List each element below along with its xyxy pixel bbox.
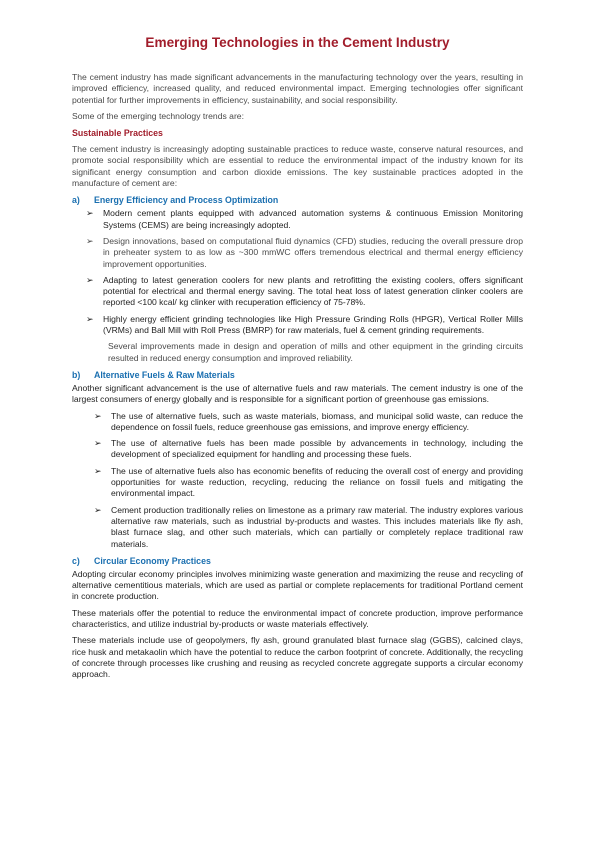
section-c-paragraph-1: Adopting circular economy principles involves minimizing waste generation and maximizing the reuse and recycling of alternative cementitious materials, which are used as partial or complete replacements for traditional Portland cement in concrete production. [72,568,523,602]
intro-paragraph: The cement industry has made significant advancements in the manufacturing technology over the years, resulting in improved efficiency, increased quality, and reduced environmental impact. Emerging technologies offer significant potential for further improvements in efficiency, sustainability, and social responsibility. [72,72,523,105]
list-item-text: Cement production traditionally relies on limestone as a primary raw material. The industry explores various alternative raw materials, such as industrial by-products and wastes. This includes materials like fly ash, blast furnace slag, and other such materials, which can partially or completely replace traditional raw materials. [111,504,523,549]
section-c-paragraph-3: These materials include use of geopolymers, fly ash, ground granulated blast furnace slag (GGBS), calcined clays, rice husk and metakaolin which have the potential to reduce the carbon footprint of concrete. Additionally, the recycling of concrete through processes like crushing and reusing as recycled concrete aggregate supports a circular economy approach. [72,635,523,680]
list-item [86,236,523,270]
section-b-intro-paragraph: Another significant advancement is the use of alternative fuels and raw materials. The cement industry is one of the largest consumers of energy globally and is responsible for a significant portion of greenhouse gas emissions. [72,382,523,405]
section-b-bullet-list [72,411,523,550]
sustainable-practices-paragraph: The cement industry is increasingly adopting sustainable practices to reduce waste, conserve natural resources, and promote social responsibility which are essential to reduce the environmental impact of the industry known for its significant energy consumption and carbon dioxide emissions. The key sustainable practices adopted in the manufacture of cement are: [72,144,523,189]
section-c-heading [72,555,523,567]
list-item [94,466,523,500]
sustainable-practices-heading: Sustainable Practices [72,128,163,139]
list-item-text: Design innovations, based on computational fluid dynamics (CFD) studies, reducing the overall pressure drop in preheater system to as low as ~300 mmWC offers tremendous electrical and thermal energy efficiency improvement opportunities. [103,235,523,269]
arrow-bullet-icon: ➢ [86,235,94,246]
section-a-title: Energy Efficiency and Process Optimization [94,195,279,206]
list-item [94,505,523,550]
arrow-bullet-icon: ➢ [94,410,102,421]
list-item-text: Adapting to latest generation coolers for new plants and retrofitting the existing coolers, offers significant potential for electrical and thermal energy saving. The total heat loss of latest generation clinker coolers are reported <100 kcal/ kg clinker with recuperation efficiency of 75-78%. [103,274,523,308]
arrow-bullet-icon: ➢ [94,438,102,449]
list-item-text: Highly energy efficient grinding technologies like High Pressure Grinding Rolls (HPGR), Vertical Roller Mills (VRMs) and Ball Mill with Roll Press (BMRP) for raw materials, fuel & cement grinding requirements. [103,313,523,336]
section-a-heading [72,194,523,206]
list-item [86,314,523,337]
section-a-letter: a) [72,195,80,206]
arrow-bullet-icon: ➢ [94,504,102,515]
section-c-letter: c) [72,555,80,566]
trends-lead-paragraph: Some of the emerging technology trends are: [72,110,244,121]
list-item [86,275,523,309]
arrow-bullet-icon: ➢ [86,208,94,219]
section-b-title: Alternative Fuels & Raw Materials [94,369,235,380]
section-b-letter: b) [72,369,81,380]
section-b-heading [72,369,523,381]
list-item-text: The use of alternative fuels, such as waste materials, biomass, and municipal solid waste, can reduce the dependence on fossil fuels, reduce greenhouse gas emissions, and improve energy efficiency. [111,410,523,432]
arrow-bullet-icon: ➢ [86,313,94,324]
list-item [94,411,523,434]
list-item-text: The use of alternative fuels also has economic benefits of reducing the overall cost of energy and providing opportunities for waste reduction, recycling, reducing the reliance on fossil fuels and mitigating the environmental impact. [111,465,523,499]
arrow-bullet-icon: ➢ [94,465,102,476]
section-a-closing-paragraph: Several improvements made in design and operation of mills and other equipment in the grinding circuits resulted in reduced energy consumption and improved reliability. [108,341,523,363]
list-item-text: Modern cement plants equipped with advanced automation systems & continuous Emission Monitoring Systems (CEMS) are being increasingly adopted. [103,208,523,230]
list-item [86,208,523,231]
section-a-bullet-list [72,208,523,336]
section-c-paragraph-2: These materials offer the potential to reduce the environmental impact of concrete production, improve performance characteristics, and utilize industrial by-products or waste materials effectively. [72,607,523,629]
section-c-title: Circular Economy Practices [94,555,211,566]
document-title: Emerging Technologies in the Cement Industry [145,35,450,50]
arrow-bullet-icon: ➢ [86,274,94,285]
list-item-text: The use of alternative fuels has been made possible by advancements in technology, including the development of specialized equipment for handling and processing these fuels. [111,438,523,460]
list-item [94,438,523,461]
